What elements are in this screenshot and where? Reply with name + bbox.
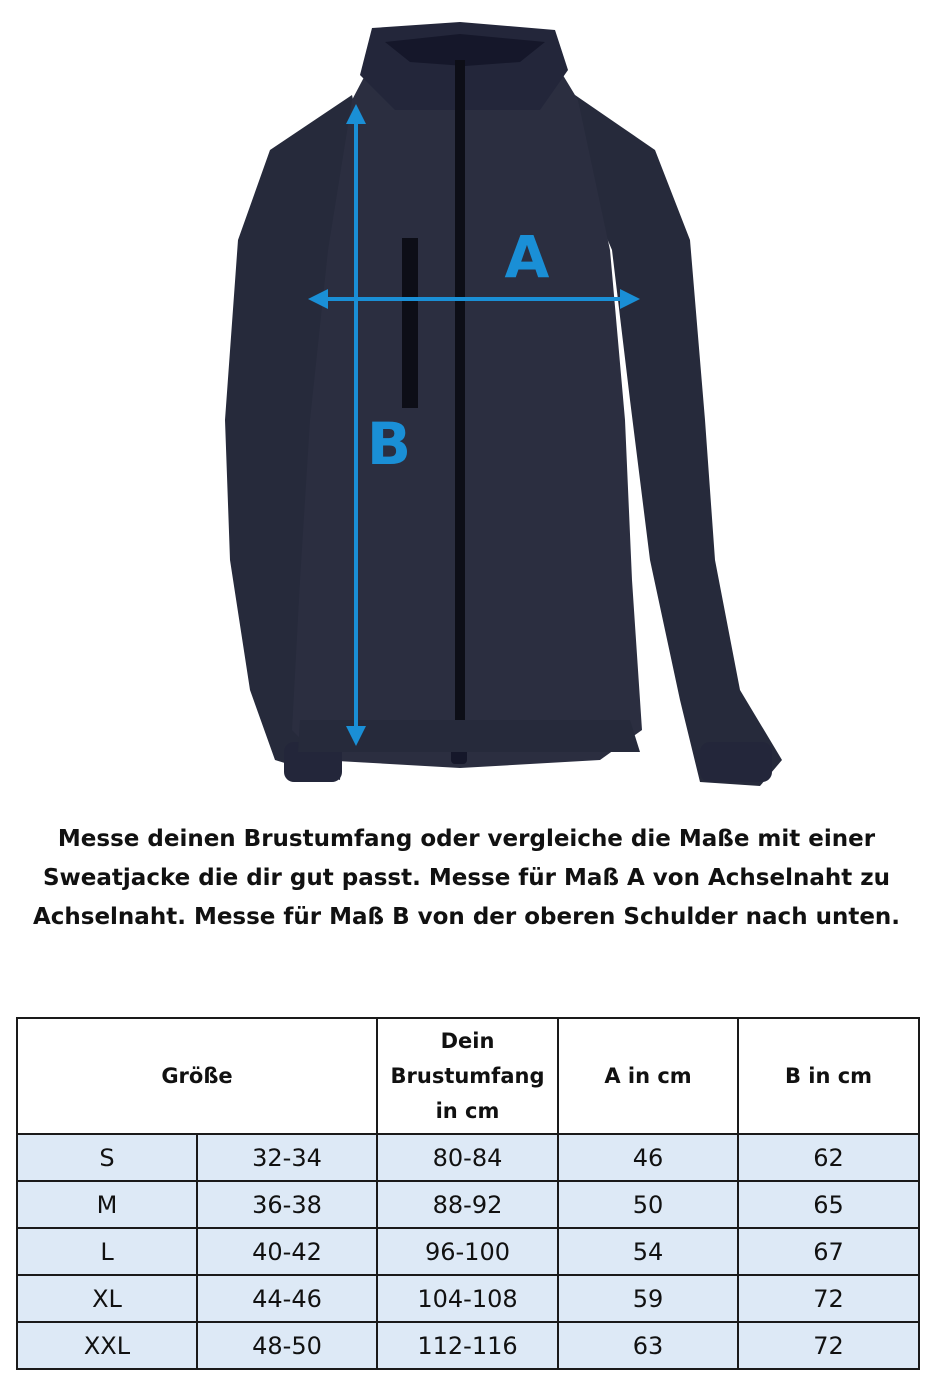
header-chest-line3: in cm [435, 1098, 500, 1123]
cell-b: 72 [738, 1275, 919, 1322]
cell-size: XXL [17, 1322, 197, 1369]
cell-eu-size: 32-34 [197, 1134, 377, 1181]
cell-eu-size: 48-50 [197, 1322, 377, 1369]
cell-size: L [17, 1228, 197, 1275]
size-table [16, 1017, 920, 1370]
table-row [17, 1275, 919, 1322]
table-row [17, 1181, 919, 1228]
cell-b: 62 [738, 1134, 919, 1181]
jacket-image [225, 22, 782, 786]
header-b: B in cm [738, 1018, 919, 1134]
measurement-instructions: Messe deinen Brustumfang oder vergleiche die Maße mit einer Sweatjacke die dir gut passt. Messe für Maß A von Achselnaht zu Achselnaht. Messe für Maß B von der oberen Schulder nach unten. [32, 826, 901, 930]
cell-a: 59 [558, 1275, 738, 1322]
cell-size: XL [17, 1275, 197, 1322]
chest-pocket-zipper [402, 238, 418, 408]
table-header-row [17, 1018, 919, 1134]
cell-b: 65 [738, 1181, 919, 1228]
header-size: Größe [17, 1018, 377, 1134]
cell-size: S [17, 1134, 197, 1181]
marker-a-label: A [504, 223, 550, 291]
cell-eu-size: 44-46 [197, 1275, 377, 1322]
cell-chest: 112-116 [377, 1322, 558, 1369]
cell-a: 63 [558, 1322, 738, 1369]
header-chest [377, 1018, 558, 1134]
cell-chest: 104-108 [377, 1275, 558, 1322]
header-chest-line2: Brustumfang [390, 1063, 545, 1088]
cell-chest: 80-84 [377, 1134, 558, 1181]
cell-b: 67 [738, 1228, 919, 1275]
cell-chest: 88-92 [377, 1181, 558, 1228]
table-row [17, 1134, 919, 1181]
table-row [17, 1228, 919, 1275]
header-chest-line1: Dein [440, 1028, 495, 1053]
cell-eu-size: 36-38 [197, 1181, 377, 1228]
cell-b: 72 [738, 1322, 919, 1369]
cell-size: M [17, 1181, 197, 1228]
cell-a: 50 [558, 1181, 738, 1228]
header-a: A in cm [558, 1018, 738, 1134]
cell-a: 54 [558, 1228, 738, 1275]
table-row [17, 1322, 919, 1369]
marker-b-label: B [366, 410, 412, 478]
cell-a: 46 [558, 1134, 738, 1181]
cell-eu-size: 40-42 [197, 1228, 377, 1275]
jacket-hem [298, 720, 640, 752]
right-cuff [700, 742, 772, 782]
cell-chest: 96-100 [377, 1228, 558, 1275]
main-zipper [455, 60, 465, 750]
